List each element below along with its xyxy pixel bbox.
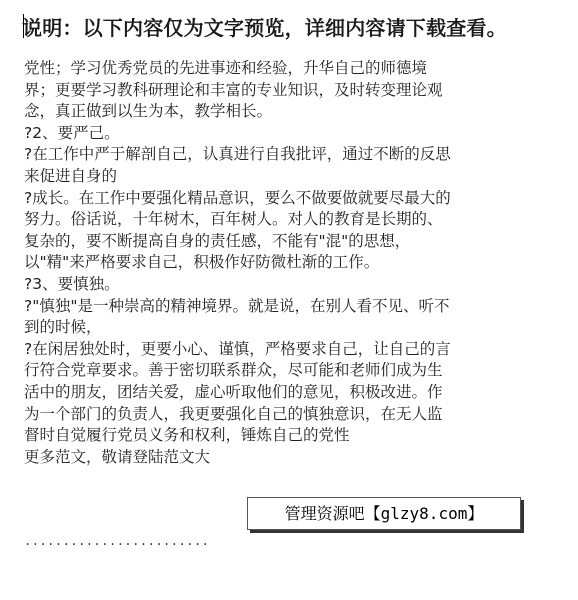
body-line: ?"慎独"是一种崇高的精神境界。就是说，在别人看不见、听不 (24, 296, 450, 315)
body-line: ?2、要严己。 (24, 123, 120, 142)
body-line: 来促进自身的 (24, 166, 118, 185)
body-line: 界；更要学习教科研理论和丰富的专业知识，及时转变理论观 (24, 80, 443, 99)
body-line: 到的时候， (24, 318, 102, 337)
body-line: ?在闲居独处时，更要小心、谨慎，严格要求自己，让自己的言 (24, 339, 451, 358)
site-watermark-banner: 管理资源吧【glzy8.com】 (247, 497, 521, 530)
body-line: 为一个部门的负责人，我更要强化自己的慎独意识，在无人监 (24, 404, 443, 423)
body-line: ?在工作中严于解剖自己，认真进行自我批评，通过不断的反思 (24, 145, 451, 164)
body-line: 努力。俗话说，十年树木，百年树人。对人的教育是长期的、 (24, 210, 443, 229)
body-line: 念，真正做到以生为本，教学相长。 (24, 102, 273, 121)
body-line: 活中的朋友，团结关爱，虚心听取他们的意见，积极改进。作 (24, 382, 443, 401)
body-line: 党性；学习优秀党员的先进事迹和经验，升华自己的师德境 (24, 59, 428, 77)
body-line: ?3、要慎独。 (24, 274, 120, 293)
body-line: 更多范文，敬请登陆范文大 (24, 447, 211, 466)
preview-notice: 说明：以下内容仅为文字预览，详细内容请下载查看。 (22, 16, 507, 40)
document-body (24, 58, 556, 468)
body-line: 行符合党章要求。善于密切联系群众，尽可能和老师们成为生 (24, 361, 443, 380)
body-line: 以"精"来严格要求自己，积极作好防微杜渐的工作。 (24, 253, 380, 272)
body-line: 复杂的，要不断提高自身的责任感，不能有"混"的思想， (24, 231, 411, 250)
truncation-dots: ........................ (24, 534, 210, 548)
body-line: ?成长。在工作中要强化精品意识，要么不做要做就要尽最大的 (24, 188, 451, 207)
body-line: 督时自觉履行党员义务和权利，锤炼自己的党性 (24, 426, 350, 445)
